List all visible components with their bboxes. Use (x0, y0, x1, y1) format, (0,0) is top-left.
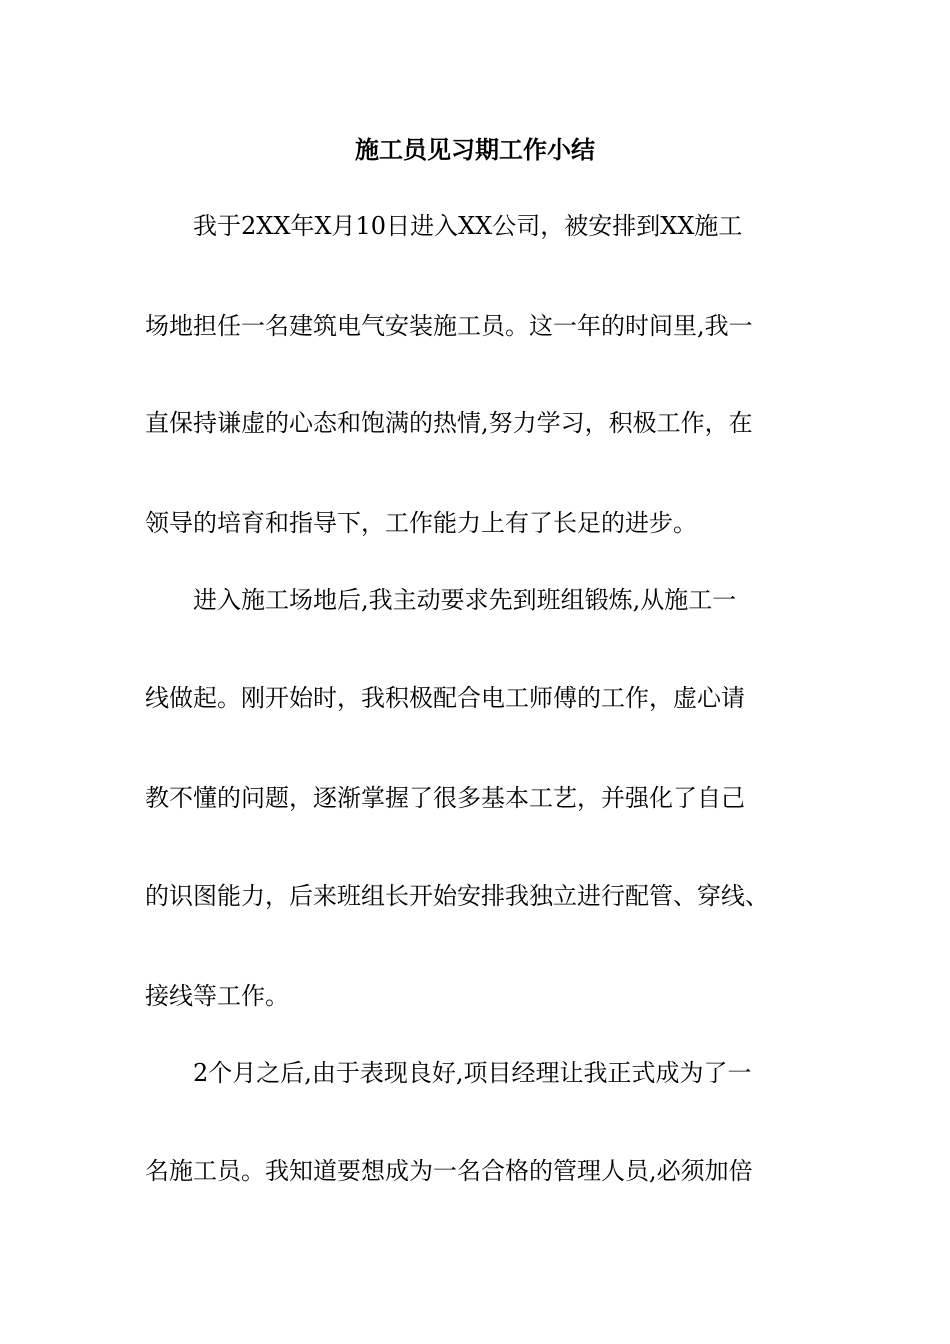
paragraph-2-line-5: 接线等工作。 (145, 982, 289, 1010)
paragraph-3-line-1: 2个月之后,由于表现良好,项目经理让我正式成为了一 (193, 1059, 752, 1087)
paragraph-2-line-1: 进入施工场地后,我主动要求先到班组锻炼,从施工一 (193, 586, 737, 614)
paragraph-1-line-4: 领导的培育和指导下，工作能力上有了长足的进步。 (145, 509, 697, 537)
paragraph-2-line-2: 线做起。刚开始时，我积极配合电工师傅的工作，虚心请 (145, 684, 745, 712)
paragraph-1-line-1: 我于2XX年X月10日进入XX公司，被安排到XX施工 (193, 212, 743, 240)
paragraph-1-line-3: 直保持谦虚的心态和饱满的热情,努力学习，积极工作，在 (145, 409, 753, 437)
paragraph-1-line-2: 场地担任一名建筑电气安装施工员。这一年的时间里,我一 (145, 312, 753, 340)
paragraph-2-line-4: 的识图能力，后来班组长开始安排我独立进行配管、穿线、 (145, 882, 769, 910)
paragraph-2-line-3: 教不懂的问题，逐渐掌握了很多基本工艺，并强化了自己 (145, 784, 745, 812)
paragraph-3-line-2: 名施工员。我知道要想成为一名合格的管理人员,必须加倍 (145, 1157, 753, 1185)
document-title: 施工员见习期工作小结 (355, 135, 595, 164)
